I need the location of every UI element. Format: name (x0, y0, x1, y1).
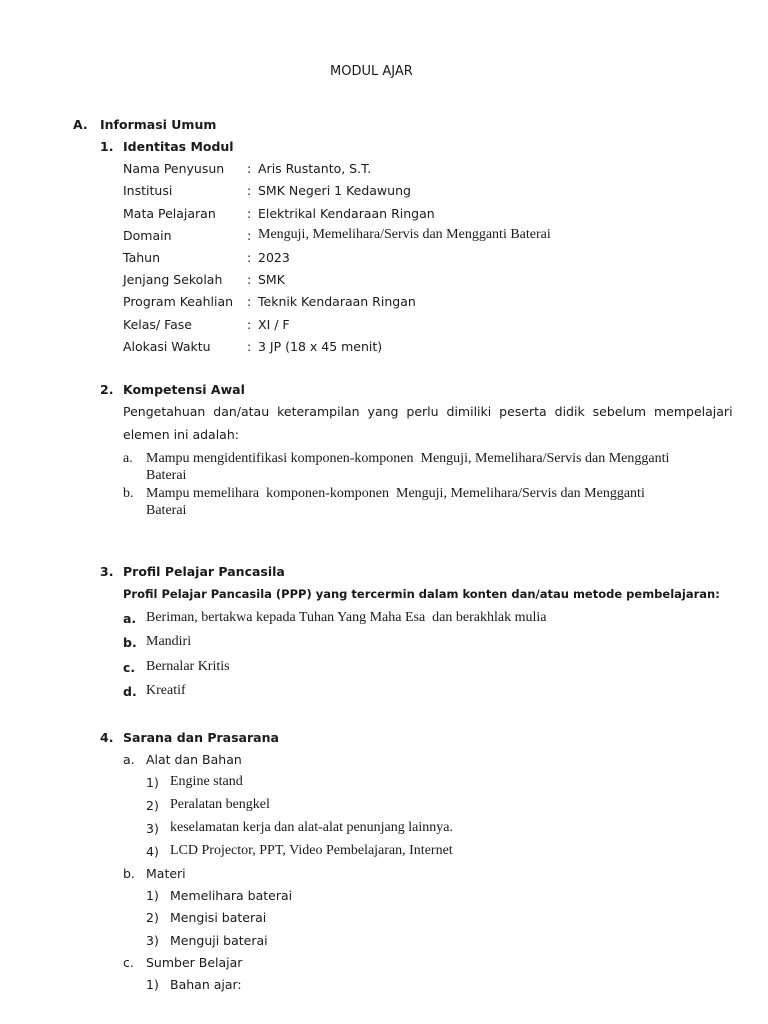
identity-colon: : (247, 161, 252, 176)
competency-item-line: Mampu memelihara komponen-komponen Menguji, Memelihara/Servis dan Mengganti (146, 486, 645, 501)
subsection-2-heading: Kompetensi Awal (123, 382, 245, 397)
facilities-subheading: Sumber Belajar (146, 955, 243, 970)
competency-item-line: Mampu mengidentifikasi komponen-komponen Menguji, Memelihara/Servis dan Mengganti (146, 451, 670, 466)
list-marker: b. (123, 866, 135, 881)
equipment-item: LCD Projector, PPT, Video Pembelajaran, Internet (170, 843, 453, 858)
equipment-item: Peralatan bengkel (170, 797, 270, 812)
identity-colon: : (247, 206, 252, 221)
list-marker: d. (123, 684, 137, 699)
section-a-letter: A. (73, 117, 88, 132)
competency-item-line: Baterai (146, 503, 187, 518)
profile-intro: Profil Pelajar Pancasila (PPP) yang tercermin dalam konten dan/atau metode pembelajaran: (123, 587, 720, 601)
equipment-item: keselamatan kerja dan alat-alat penunjang lainnya. (170, 820, 453, 835)
equipment-item: Engine stand (170, 774, 243, 789)
identity-key: Kelas/ Fase (123, 317, 193, 332)
identity-key: Jenjang Sekolah (123, 272, 223, 287)
list-marker: c. (123, 660, 136, 675)
identity-colon: : (247, 250, 252, 265)
list-marker: 3) (146, 933, 159, 948)
identity-key: Tahun (123, 250, 160, 265)
identity-value: Aris Rustanto, S.T. (258, 161, 372, 176)
identity-colon: : (247, 183, 252, 198)
identity-value: SMK (258, 272, 285, 287)
identity-colon: : (247, 294, 252, 309)
subsection-1-heading: Identitas Modul (123, 139, 234, 154)
facilities-subheading: Materi (146, 866, 186, 881)
list-marker: 4) (146, 844, 159, 859)
identity-key: Institusi (123, 183, 173, 198)
subsection-3-heading: Profil Pelajar Pancasila (123, 564, 285, 579)
subsection-2-number: 2. (100, 382, 114, 397)
identity-key: Domain (123, 228, 172, 243)
subsection-1-number: 1. (100, 139, 114, 154)
list-marker: 1) (146, 888, 159, 903)
identity-value: 3 JP (18 x 45 menit) (258, 339, 383, 354)
facilities-subheading: Alat dan Bahan (146, 752, 242, 767)
subsection-4-number: 4. (100, 730, 114, 745)
profile-item: Bernalar Kritis (146, 659, 230, 674)
identity-value: SMK Negeri 1 Kedawung (258, 183, 411, 198)
list-marker: a. (123, 611, 137, 626)
profile-item: Kreatif (146, 683, 186, 698)
identity-key: Nama Penyusun (123, 161, 225, 176)
identity-value: 2023 (258, 250, 290, 265)
competency-paragraph-line: Pengetahuan dan/atau keterampilan yang perlu dimiliki peserta didik sebelum mempelajari (123, 404, 733, 419)
list-marker: a. (123, 451, 133, 466)
document-title: MODUL AJAR (330, 64, 413, 79)
identity-value: Menguji, Memelihara/Servis dan Mengganti Baterai (258, 227, 551, 242)
identity-colon: : (247, 317, 252, 332)
list-marker: c. (123, 955, 134, 970)
list-marker: 1) (146, 775, 159, 790)
profile-item: Mandiri (146, 634, 192, 649)
subsection-4-heading: Sarana dan Prasarana (123, 730, 279, 745)
identity-colon: : (247, 228, 252, 243)
list-marker: 1) (146, 977, 159, 992)
identity-value: XI / F (258, 317, 290, 332)
section-a-heading: Informasi Umum (100, 117, 217, 132)
identity-colon: : (247, 272, 252, 287)
subsection-3-number: 3. (100, 564, 114, 579)
identity-key: Program Keahlian (123, 294, 234, 309)
identity-key: Mata Pelajaran (123, 206, 216, 221)
identity-colon: : (247, 339, 252, 354)
list-marker: 2) (146, 910, 159, 925)
learning-source-item: Bahan ajar: (170, 977, 242, 992)
list-marker: b. (123, 635, 137, 650)
list-marker: 2) (146, 798, 159, 813)
identity-value: Teknik Kendaraan Ringan (258, 294, 416, 309)
profile-item: Beriman, bertakwa kepada Tuhan Yang Maha Esa dan berakhlak mulia (146, 610, 547, 625)
list-marker: a. (123, 752, 135, 767)
identity-value: Elektrikal Kendaraan Ringan (258, 206, 435, 221)
list-marker: 3) (146, 821, 159, 836)
identity-key: Alokasi Waktu (123, 339, 211, 354)
competency-item-line: Baterai (146, 468, 187, 483)
competency-paragraph-line: elemen ini adalah: (123, 427, 239, 442)
list-marker: b. (123, 486, 134, 501)
material-item: Menguji baterai (170, 933, 268, 948)
material-item: Memelihara baterai (170, 888, 293, 903)
material-item: Mengisi baterai (170, 910, 267, 925)
